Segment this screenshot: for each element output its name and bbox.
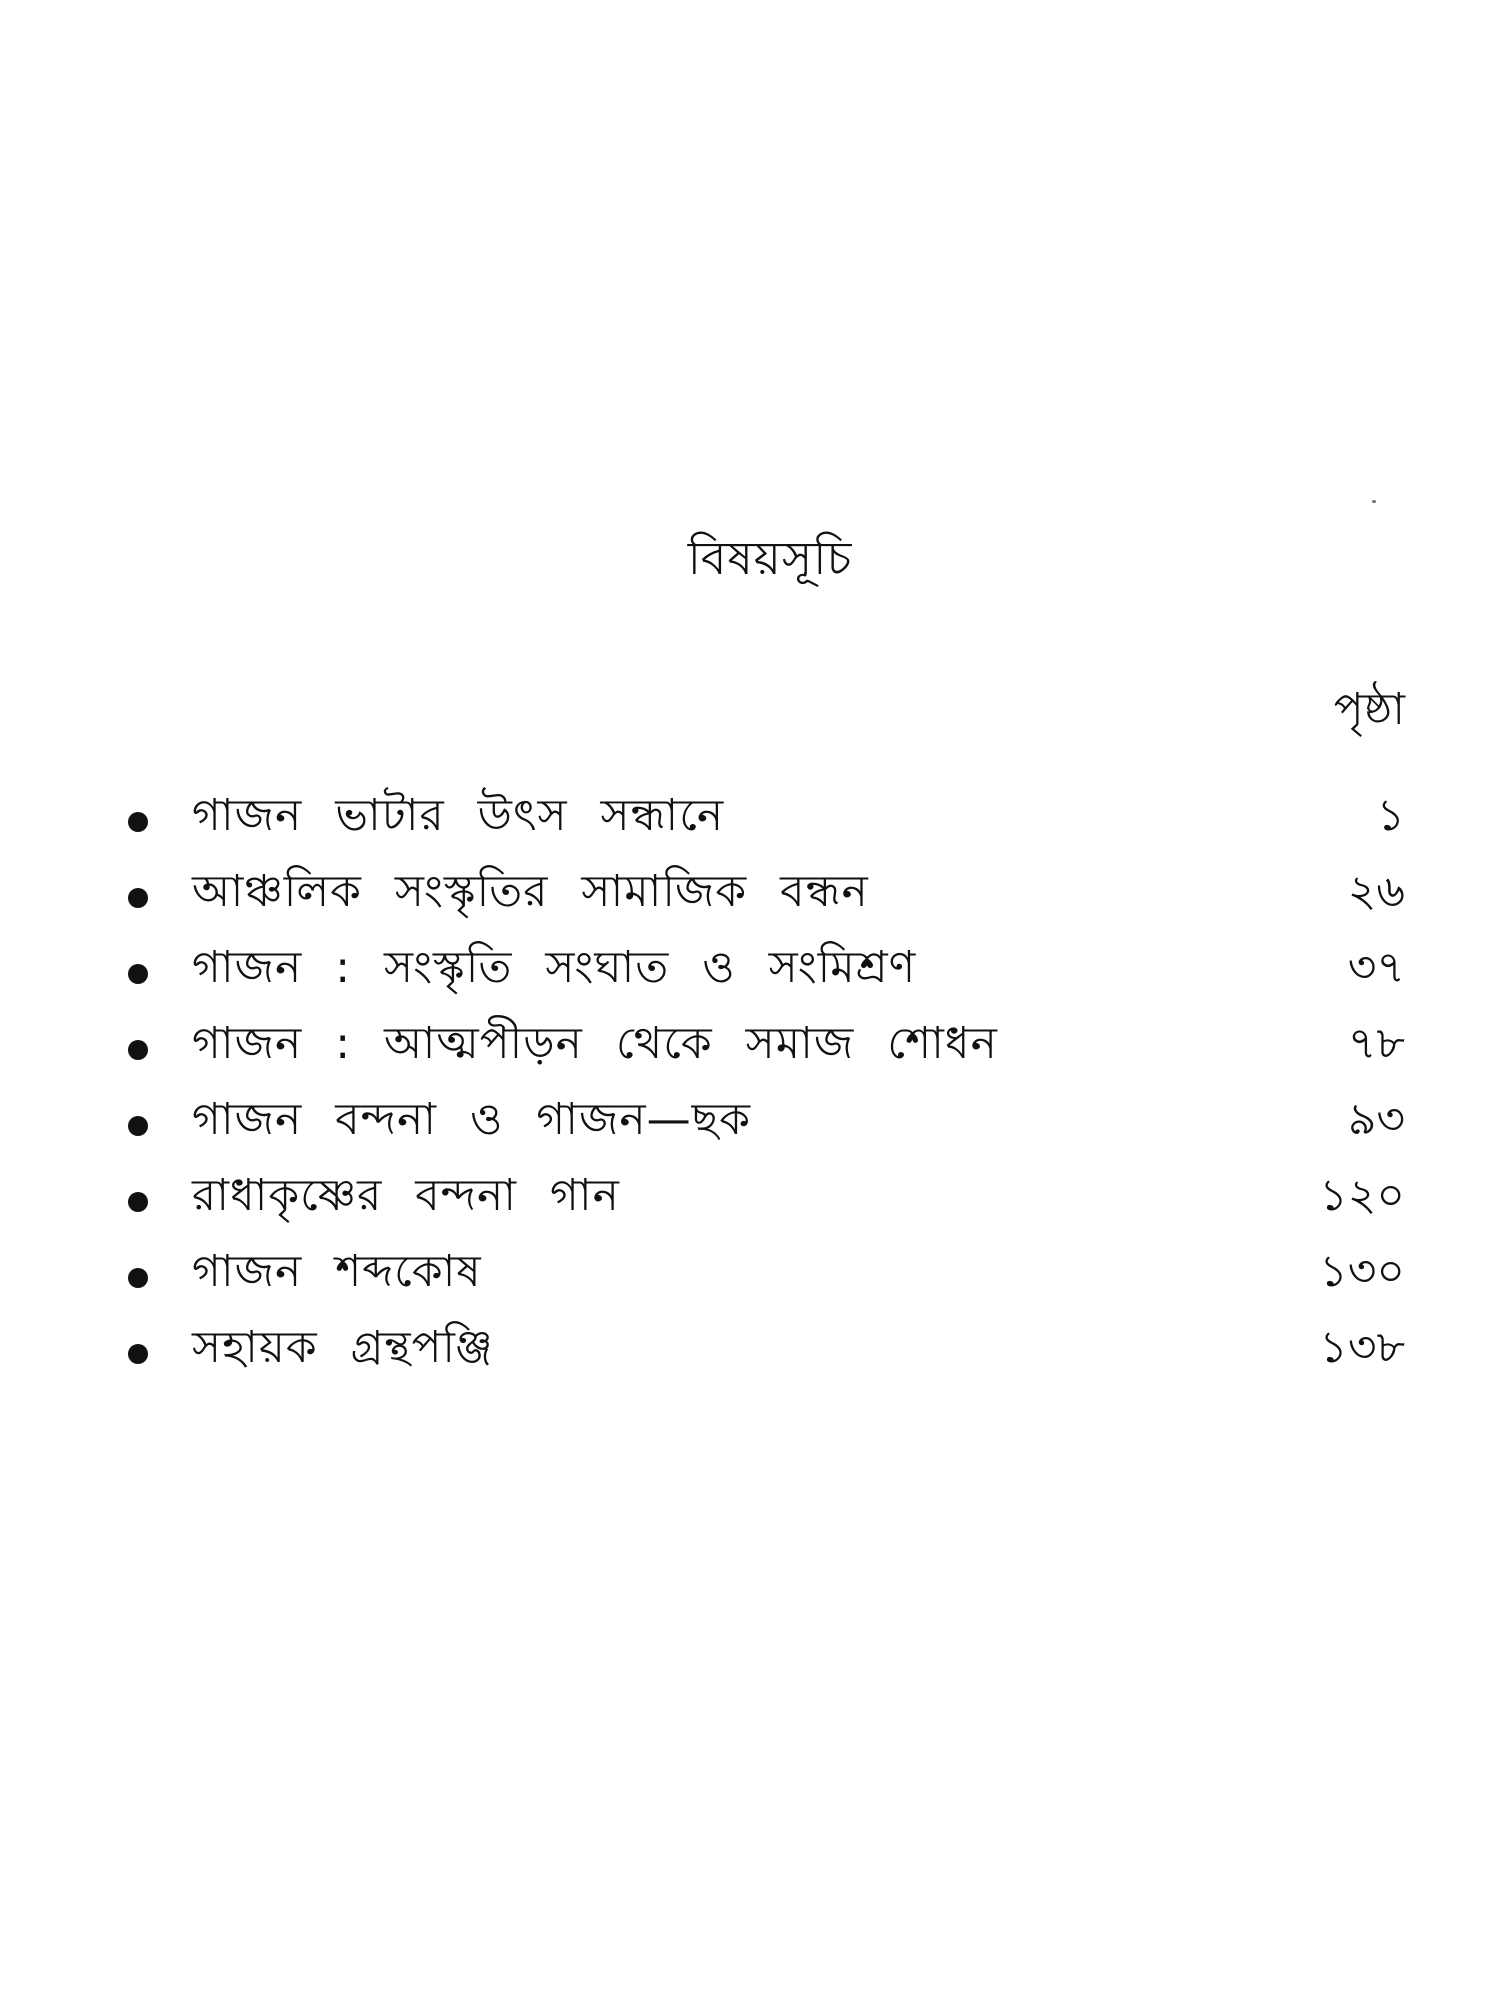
page-title: বিষয়সূচি <box>687 531 853 585</box>
bullet-icon <box>128 1040 148 1060</box>
toc-entry-page-number: ১৩০ <box>1319 1246 1405 1297</box>
toc-entry-page-number: ৭৮ <box>1347 1018 1405 1069</box>
toc-entry-title: গাজন ভাটার উৎস সন্ধানে <box>192 790 725 841</box>
toc-entry-title: রাধাকৃষ্ণের বন্দনা গান <box>192 1170 620 1221</box>
toc-entry-page-number: ৩৭ <box>1347 942 1405 993</box>
toc-entry <box>0 782 1500 858</box>
toc-entry-page-number: ৯৩ <box>1347 1094 1405 1145</box>
toc-entry <box>0 858 1500 934</box>
toc-entry-title: গাজন শব্দকোষ <box>192 1246 482 1297</box>
toc-entry-title: আঞ্চলিক সংস্কৃতির সামাজিক বন্ধন <box>192 866 869 917</box>
bullet-icon <box>128 1344 148 1364</box>
toc-entry-page-number: ২৬ <box>1347 866 1405 917</box>
bullet-icon <box>128 812 148 832</box>
toc-entry <box>0 934 1500 1010</box>
bullet-icon <box>128 888 148 908</box>
toc-entry-page-number: ১৩৮ <box>1319 1322 1405 1373</box>
toc-entry <box>0 1086 1500 1162</box>
page-column-header: পৃষ্ঠা <box>1333 684 1405 735</box>
toc-entry-title: গাজন বন্দনা ও গাজন—ছক <box>192 1094 752 1145</box>
toc-entry-page-number: ১২০ <box>1319 1170 1405 1221</box>
print-speck <box>1372 500 1376 503</box>
toc-entry-page-number: ১ <box>1376 790 1405 841</box>
toc-entry <box>0 1314 1500 1390</box>
table-of-contents <box>0 782 1500 1390</box>
toc-entry <box>0 1162 1500 1238</box>
bullet-icon <box>128 1116 148 1136</box>
toc-entry <box>0 1238 1500 1314</box>
bullet-icon <box>128 1268 148 1288</box>
bullet-icon <box>128 964 148 984</box>
toc-entry-title: গাজন : আত্মপীড়ন থেকে সমাজ শোধন <box>192 1018 998 1069</box>
toc-entry-title: সহায়ক গ্রন্থপঞ্জি <box>192 1322 494 1373</box>
toc-entry <box>0 1010 1500 1086</box>
toc-entry-title: গাজন : সংস্কৃতি সংঘাত ও সংমিশ্রণ <box>192 942 917 993</box>
bullet-icon <box>128 1192 148 1212</box>
